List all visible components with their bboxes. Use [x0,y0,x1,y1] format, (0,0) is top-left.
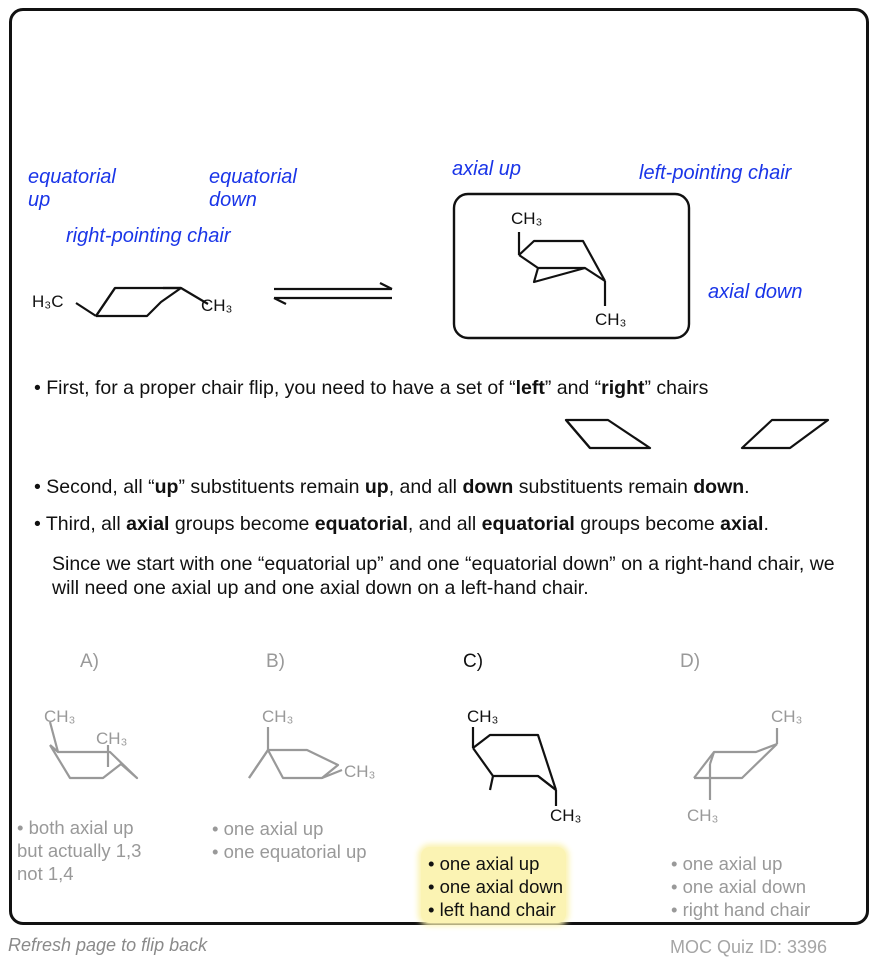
option-b-group-1: CH₃ [262,707,294,726]
product-top-group: CH₃ [511,209,543,228]
label-axial-down: axial down [708,281,803,303]
option-b-description: • one axial up • one equatorial up [212,818,367,862]
option-d-letter[interactable]: D) [680,651,701,672]
option-d-group-1: CH₃ [771,707,803,726]
label-equatorial-down: equatorial down [209,166,297,211]
start-left-group: H₃C [32,292,64,311]
explanation-text: Since we start with one “equatorial up” and one “equatorial down” on a right-hand chair, we will need one axial up and one axial down on a left-hand chair. [52,553,835,599]
option-c-group-2: CH₃ [550,806,582,825]
option-a-group-2: CH₃ [96,729,128,748]
bullet-third: • Third, all axial groups become equatorial, and all equatorial groups become axial. [34,513,769,535]
label-right-pointing-chair: right-pointing chair [66,225,231,247]
option-a-description: • both axial up but actually 1,3 not 1,4 [17,817,142,884]
bullet-first: • First, for a proper chair flip, you need to have a set of “left” and “right” chairs [34,377,709,399]
refresh-hint[interactable]: Refresh page to flip back [8,935,208,955]
label-equatorial-up: equatorial up [28,166,116,211]
quiz-id: MOC Quiz ID: 3396 [670,937,828,957]
label-left-pointing-chair: left-pointing chair [639,162,792,184]
option-d-chair [694,728,777,800]
label-axial-up: axial up [452,158,521,180]
option-b-letter[interactable]: B) [266,651,285,672]
option-b-group-2: CH₃ [344,762,376,781]
option-c-group-1: CH₃ [467,707,499,726]
option-c-description: • one axial up • one axial down • left hand chair [428,853,564,920]
option-d-group-2: CH₃ [687,806,719,825]
start-right-group: CH₃ [201,296,233,315]
option-d-description: • one axial up • one axial down • right hand chair [671,853,811,920]
option-c-letter[interactable]: C) [463,651,484,672]
option-c-chair [473,727,556,806]
option-b-chair [249,727,342,778]
bullet-second: • Second, all “up” substituents remain up, and all down substituents remain down. [34,476,750,498]
product-bottom-group: CH₃ [595,310,627,329]
option-a-group-1: CH₃ [44,707,76,726]
option-a-letter[interactable]: A) [80,651,99,672]
